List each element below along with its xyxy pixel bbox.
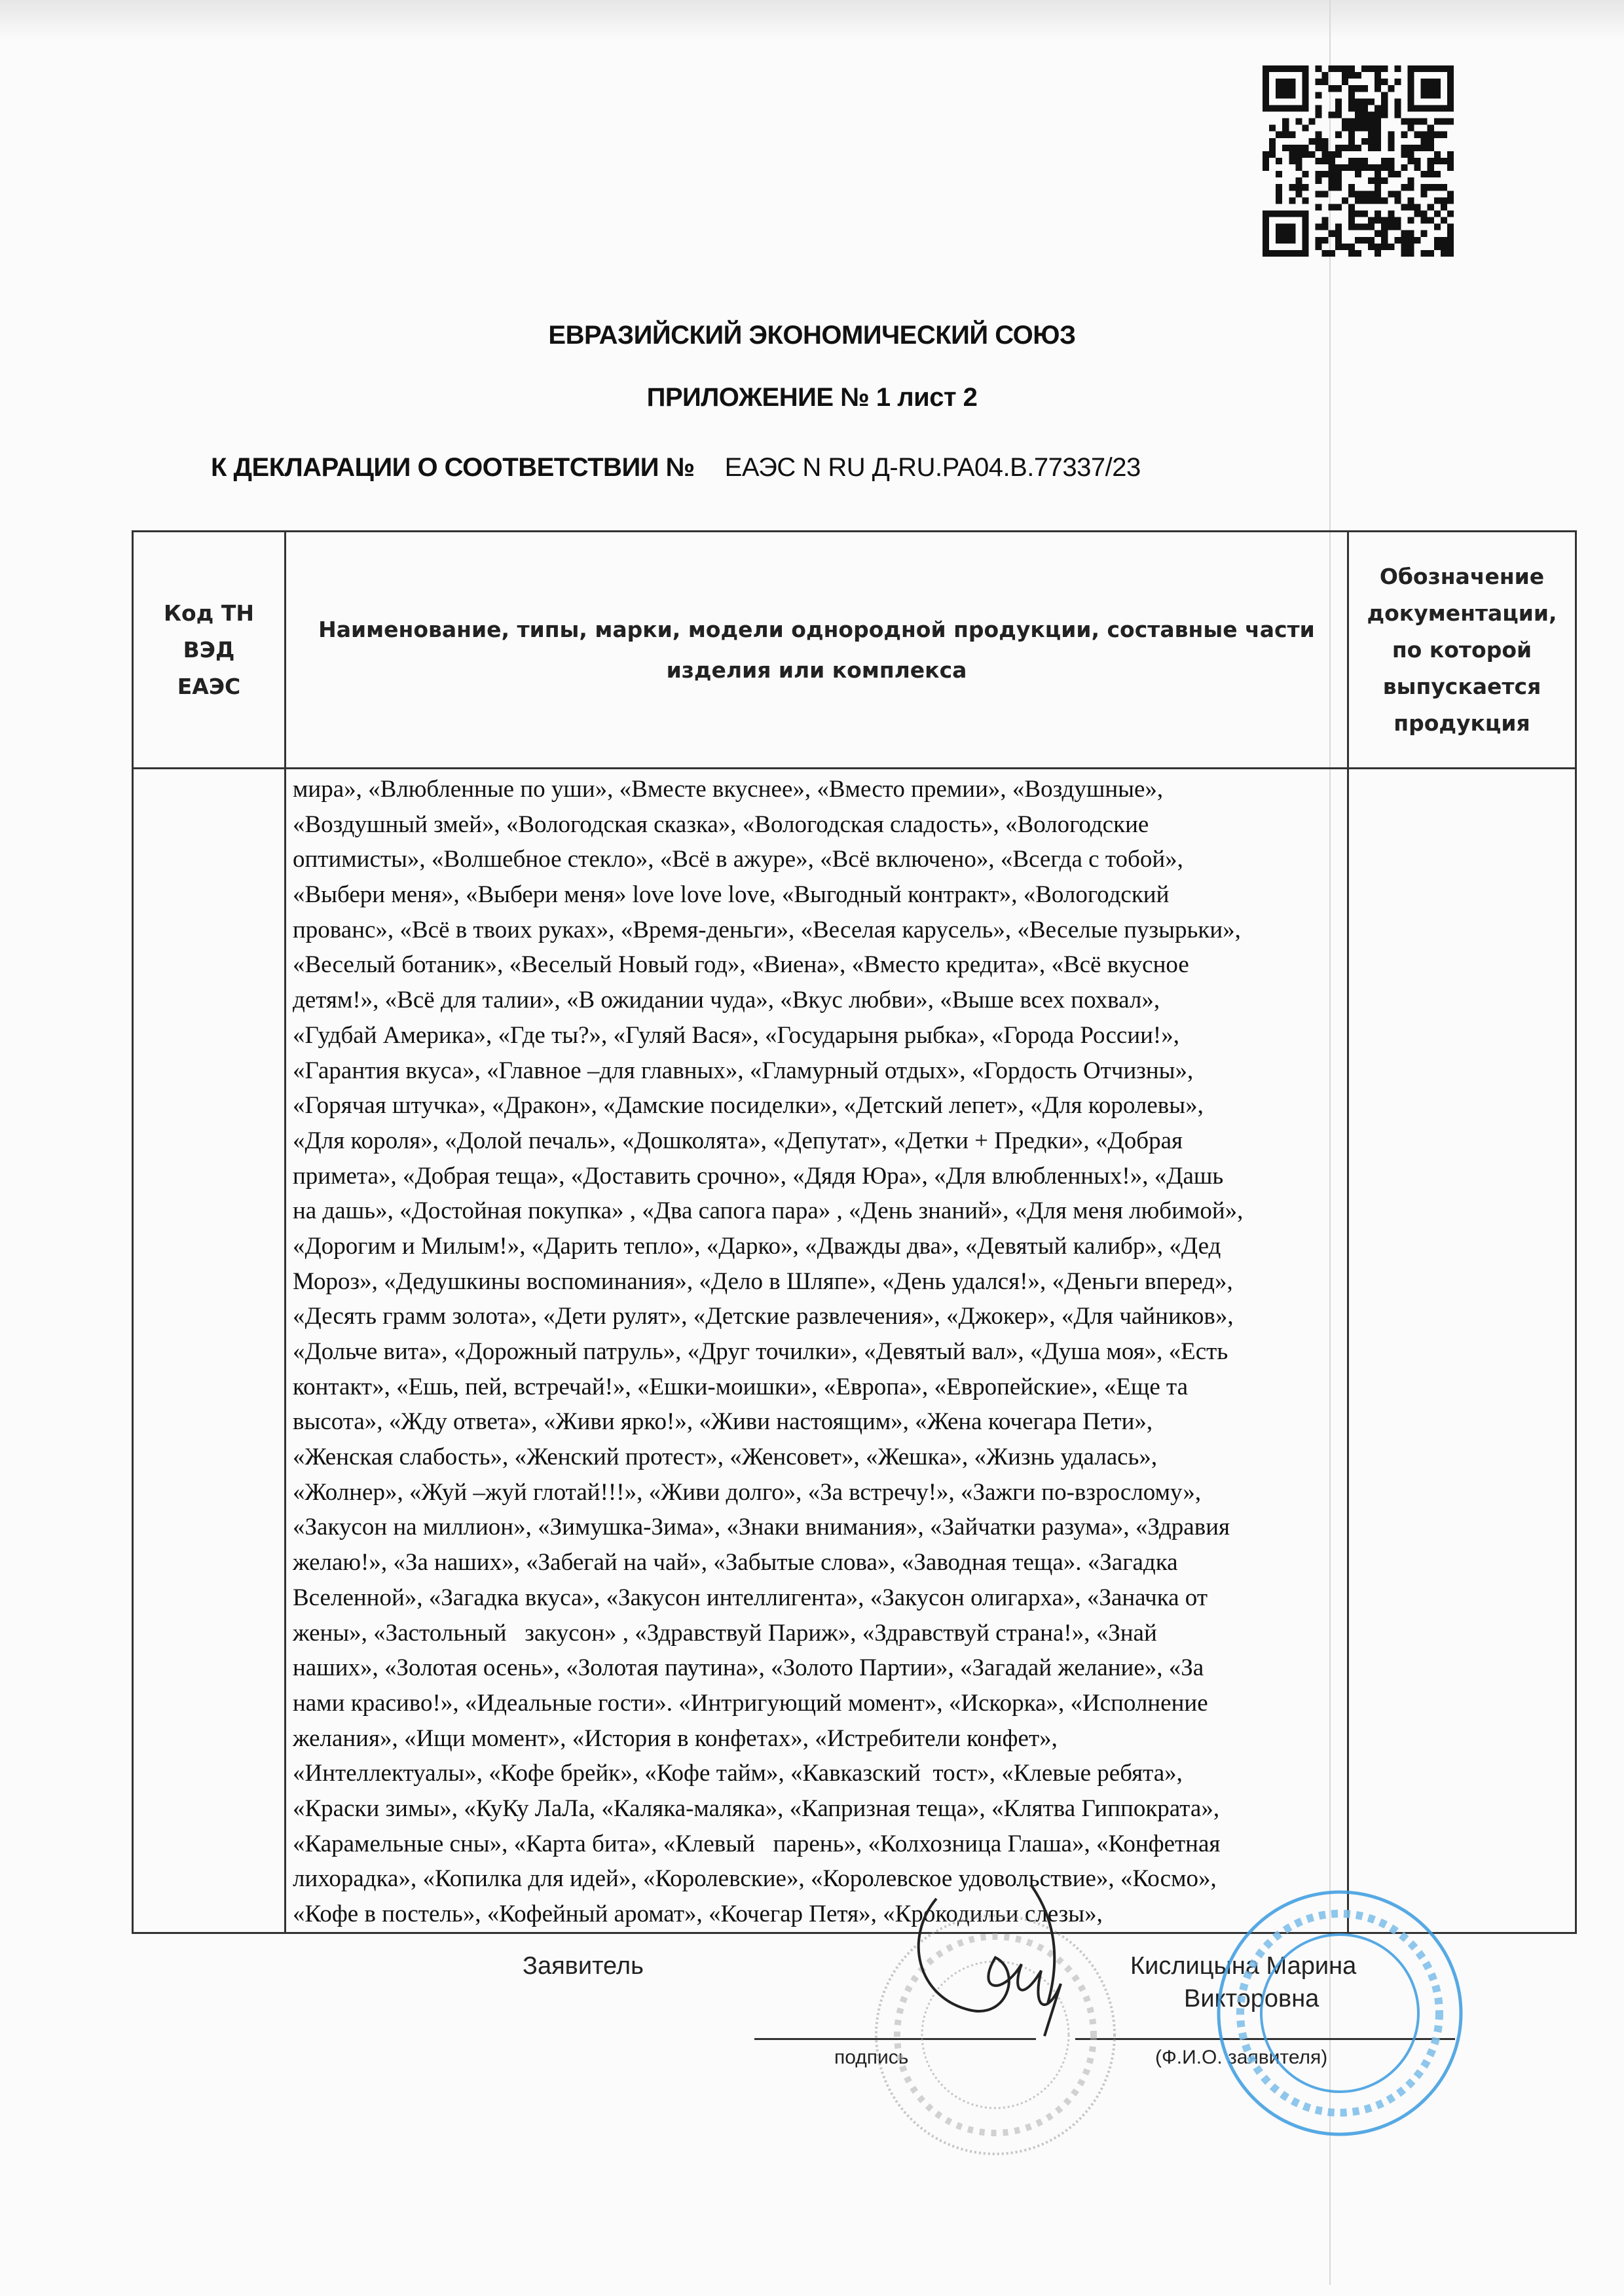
- applicant-label: Заявитель: [523, 1952, 644, 1980]
- product-names-line: «Кофе в постель», «Кофейный аромат», «Кочегар Петя», «Крокодильи слезы»,: [293, 1901, 1103, 1927]
- product-names-line: на дашь», «Достойная покупка» , «Два сапога пара» , «День знаний», «Для меня любимой»,: [293, 1197, 1244, 1225]
- table-header-row: [133, 532, 1576, 769]
- product-names-line: желания», «Ищи момент», «История в конфетах», «Истребители конфет»,: [293, 1724, 1058, 1752]
- product-names-line: Вселенной», «Загадка вкуса», «Закусон интеллигента», «Закусон олигарха», «Заначка от: [293, 1584, 1208, 1611]
- applicant-name-line1: Кислицына Марина: [1130, 1952, 1357, 1980]
- signature-caption: подпись: [834, 2047, 909, 2068]
- product-names-line: прованс», «Всё в твоих руках», «Время-деньги», «Веселая карусель», «Веселые пузырьки»,: [293, 916, 1241, 943]
- product-names-line: «Закусон на миллион», «Зимушка-Зима», «Знаки внимания», «Зайчатки разума», «Здравия: [293, 1514, 1230, 1541]
- code-cell: [133, 769, 286, 1933]
- product-names-line: «Гарантия вкуса», «Главное –для главных», «Гламурный отдых», «Гордость Отчизны»,: [293, 1057, 1194, 1084]
- declaration-heading: [211, 453, 1141, 483]
- product-names-line: желаю!», «За наших», «Забегай на чай», «Забытые слова», «Заводная теща». «Загадка: [293, 1549, 1178, 1576]
- product-names-line: «Краски зимы», «КуКу ЛаЛа, «Каляка-маляка», «Капризная теща», «Клятва Гиппократа»,: [293, 1795, 1220, 1822]
- product-names-line: наших», «Золотая осень», «Золотая паутина», «Золото Партии», «Загадай желание», «За: [293, 1654, 1204, 1682]
- declaration-number: ЕАЭС N RU Д-RU.PA04.B.77337/23: [724, 453, 1141, 482]
- product-names-line: Мороз», «Дедушкины воспоминания», «Дело в Шляпе», «День удался!», «Деньги вперед»,: [293, 1267, 1233, 1295]
- product-names-line: жены», «Застольный закусон» , «Здравствуй Париж», «Здравствуй страна!», «Знай: [293, 1619, 1157, 1647]
- product-names-line: «Веселый ботаник», «Веселый Новый год», «Виена», «Вместо кредита», «Всё вкусное: [293, 951, 1189, 979]
- product-names-line: лихорадка», «Копилка для идей», «Королевские», «Королевское удовольствие», «Космо»,: [293, 1865, 1217, 1893]
- product-names-line: «Горячая штучка», «Дракон», «Дамские посиделки», «Детский лепет», «Для королевы»,: [293, 1092, 1204, 1120]
- product-names-line: высота», «Жду ответа», «Живи ярко!», «Живи настоящим», «Жена кочегара Пети»,: [293, 1408, 1153, 1436]
- product-names-line: контакт», «Ешь, пей, встречай!», «Ешки-моишки», «Европа», «Европейские», «Еще та: [293, 1373, 1189, 1400]
- signature-line: [754, 2038, 1036, 2040]
- header-documentation: Обозначение документации, по которой выпускается продукция: [1348, 532, 1576, 769]
- product-names-line: «Женская слабость», «Женский протест», «Женсовет», «Жешка», «Жизнь удалась»,: [293, 1444, 1158, 1471]
- product-names-line: «Выбери меня», «Выбери меня» love love love, «Выгодный контракт», «Вологодский: [293, 881, 1170, 909]
- products-table: [132, 530, 1577, 1934]
- declaration-label: К ДЕКЛАРАЦИИ О СООТВЕТСТВИИ №: [211, 453, 695, 482]
- product-names-line: «Дольче вита», «Дорожный патруль», «Друг точилки», «Девятый вал», «Душа моя», «Есть: [293, 1338, 1228, 1365]
- product-names-line: «Гудбай Америка», «Где ты?», «Гуляй Вася», «Государыня рыбка», «Города России!»,: [293, 1021, 1179, 1049]
- product-names-cell: [286, 769, 1348, 1933]
- product-names-line: «Жолнер», «Жуй –жуй глотай!!!», «Живи долго», «За встречу!», «Зажги по-взрослому»,: [293, 1478, 1202, 1506]
- qr-code: [1263, 65, 1454, 257]
- product-names-line: «Воздушный змей», «Вологодская сказка», «Вологодская сладость», «Вологодские: [293, 811, 1149, 838]
- product-names-line: «Для короля», «Долой печаль», «Дошколята», «Депутат», «Детки + Предки», «Добрая: [293, 1127, 1183, 1154]
- name-caption: (Ф.И.О. заявителя): [1155, 2047, 1328, 2068]
- applicant-name-line2: Викторовна: [1184, 1985, 1320, 2013]
- name-line: [1075, 2038, 1455, 2040]
- personal-stamp: [876, 1916, 1115, 2154]
- header-code: Код ТН ВЭД ЕАЭС: [133, 532, 286, 769]
- product-names-line: примета», «Добрая теща», «Доставить срочно», «Дядя Юра», «Для влюбленных!», «Дашь: [293, 1162, 1224, 1190]
- product-names-line: «Интеллектуалы», «Кофе брейк», «Кофе тайм», «Кавказский тост», «Клевые ребята»,: [293, 1760, 1183, 1787]
- product-names-line: «Карамельные сны», «Карта бита», «Клевый парень», «Колхозница Глаша», «Конфетная: [293, 1830, 1221, 1857]
- product-names-line: детям!», «Всё для талии», «В ожидании чуда», «Вкус любви», «Выше всех похвал»,: [293, 987, 1160, 1014]
- header-name: Наименование, типы, марки, модели однородной продукции, составные части изделия или комплекса: [286, 532, 1348, 769]
- appendix-title: ПРИЛОЖЕНИЕ № 1 лист 2: [646, 383, 978, 412]
- product-names-line: «Дорогим и Милым!», «Дарить тепло», «Дарко», «Дважды два», «Девятый калибр», «Дед: [293, 1232, 1221, 1260]
- union-title: ЕВРАЗИЙСКИЙ ЭКОНОМИЧЕСКИЙ СОЮЗ: [548, 321, 1076, 350]
- product-names-line: мира», «Влюбленные по уши», «Вместе вкуснее», «Вместо премии», «Воздушные»,: [293, 776, 1164, 803]
- table-row: [133, 769, 1576, 1933]
- product-names-line: «Десять грамм золота», «Дети рулят», «Детские развлечения», «Джокер», «Для чайников»,: [293, 1303, 1234, 1330]
- documentation-cell: [1348, 769, 1576, 1933]
- product-names-line: оптимисты», «Волшебное стекло», «Всё в ажуре», «Всё включено», «Всегда с тобой»,: [293, 846, 1183, 873]
- scan-shading: [0, 0, 1624, 39]
- product-names-line: нами красиво!», «Идеальные гости». «Интригующий момент», «Искорка», «Исполнение: [293, 1689, 1208, 1717]
